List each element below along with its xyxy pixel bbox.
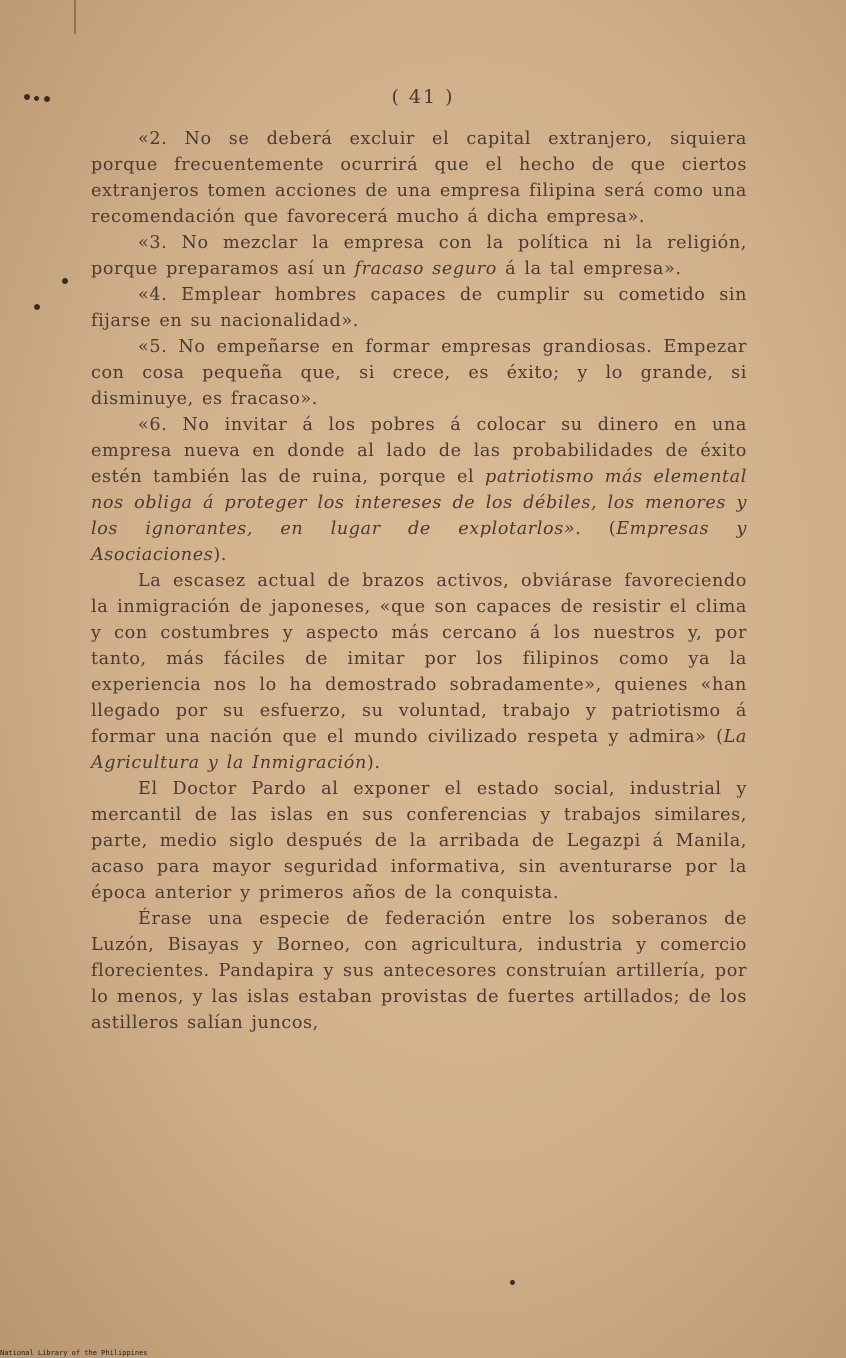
paragraph: «5. No empeñarse en formar empresas grandiosas. Empezar con cosa pequeña que, si crece, es éxito; y lo grande, si disminuye, es fracaso».: [91, 337, 747, 409]
library-credit: National Library of the Philippines: [0, 1349, 148, 1357]
paragraph: «6. No invitar á los pobres á colocar su dinero en una empresa nueva en donde al lado de las probabilidades de éxito estén también las de ruina, porque el patriotismo más elemental nos obliga á proteger los intereses de los débiles, los menores y los ignorantes, en lugar de explotarlos». (Empresas y Asociaciones).: [91, 415, 747, 565]
paragraph: «2. No se deberá excluir el capital extranjero, siquiera porque frecuentemente ocurrirá que el hecho de que ciertos extranjeros tomen acciones de una empresa filipina será como una recomendación que favorecerá mucho á dicha empresa».: [91, 129, 747, 227]
page-number: ( 41 ): [391, 86, 455, 108]
ink-speck: [62, 278, 68, 284]
paragraph: El Doctor Pardo al exponer el estado social, industrial y mercantil de las islas en sus conferencias y trabajos similares, parte, medio siglo después de la arribada de Legazpi á Manila, acaso para mayor seguridad informativa, sin aventurarse por la época anterior y primeros años de la conquista.: [91, 779, 747, 903]
ink-speck: [510, 1280, 515, 1285]
paragraph: «3. No mezclar la empresa con la política ni la religión, porque preparamos así un fracaso seguro á la tal empresa».: [91, 233, 747, 279]
paragraph: La escasez actual de brazos activos, obviárase favoreciendo la inmigración de japoneses, «que son capaces de resistir el clima y con costumbres y aspecto más cercano á los nuestros y, por tanto, más fáciles de imitar por los filipinos como ya la experiencia nos lo ha demostrado sobradamente», quienes «han llegado por su esfuerzo, su voluntad, trabajo y patriotismo á formar una nación que el mundo civilizado respeta y admira» (La Agricultura y la Inmigración).: [91, 571, 747, 773]
ink-speck: [34, 304, 40, 310]
paper-fold-mark: [74, 0, 76, 34]
paragraph: «4. Emplear hombres capaces de cumplir su cometido sin fijarse en su nacionalidad».: [91, 285, 747, 331]
paragraph: Érase una especie de federación entre los soberanos de Luzón, Bisayas y Borneo, con agricultura, industria y comercio florecientes. Pandapira y sus antecesores construían artillería, por lo menos, y las islas estaban provistas de fuertes artillados; de los astilleros salían juncos,: [91, 909, 747, 1033]
body-text: [91, 126, 747, 1036]
